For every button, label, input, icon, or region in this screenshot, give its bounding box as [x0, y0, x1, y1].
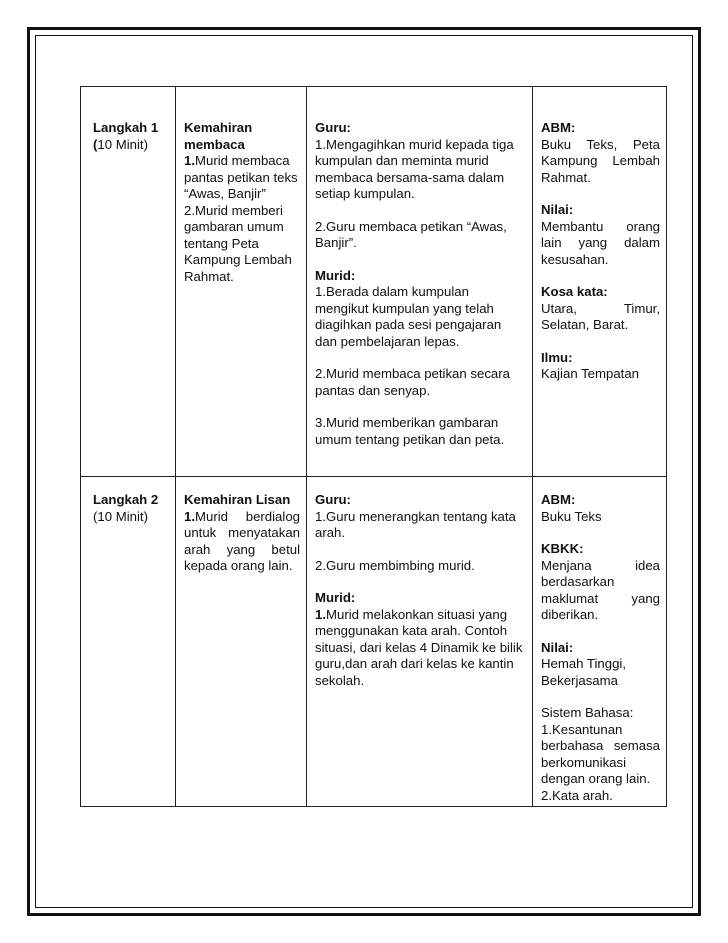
note-label: KBKK: [541, 541, 584, 556]
guru-item: 1.Guru menerangkan tentang kata arah. [315, 508, 516, 540]
note-text: Menjana idea berdasarkan maklumat yang diberikan. [541, 557, 660, 622]
murid-label: Murid: [315, 590, 356, 605]
note-label: ABM: [541, 120, 576, 135]
skill-item: 1.Murid berdialog untuk menyatakan arah yang betul kepada orang lain. [184, 508, 300, 573]
guru-item: 2.Guru membaca petikan “Awas, Banjir”. [315, 218, 507, 250]
activity-cell [307, 477, 533, 807]
note-label: Ilmu: [541, 349, 573, 365]
murid-item: 1.Berada dalam kumpulan mengikut kumpulan yang telah diagihkan pada sesi pengajaran dan pembelajaran lepas. [315, 284, 502, 349]
step-label: Langkah 2 [93, 492, 159, 507]
table-row [81, 477, 667, 807]
notes-cell [533, 87, 667, 477]
lesson-plan-table [80, 86, 667, 807]
table-row [81, 87, 667, 477]
step-cell [81, 87, 176, 477]
note-label: Kosa kata: [541, 284, 608, 299]
guru-item: 1.Mengagihkan murid kepada tiga kumpulan dan meminta murid membaca bersama-sama dalam setiap kumpulan. [315, 136, 514, 201]
skill-item: 1.Murid membaca pantas petikan teks “Awas, Banjir” [184, 153, 298, 201]
guru-item: 2.Guru membimbing murid. [315, 557, 475, 573]
sistem-bahasa-item: 2.Kata arah. [541, 787, 613, 803]
murid-item: 3.Murid memberikan gambaran umum tentang petikan dan peta. [315, 415, 505, 447]
note-text: Membantu orang lain yang dalam kesusahan. [541, 218, 660, 267]
note-label: Nilai: [541, 202, 574, 217]
note-text: Buku Teks, Peta Kampung Lembah Rahmat. [541, 136, 660, 185]
step-duration: (10 Minit) [93, 136, 148, 152]
note-text: Buku Teks [541, 508, 602, 524]
note-text: Hemah Tinggi, Bekerjasama [541, 656, 627, 688]
notes-cell [533, 477, 667, 807]
murid-item: 1.Murid melakonkan situasi yang menggunakan kata arah. Contoh situasi, dari kelas 4 Dinamik ke bilik guru,dan arah dari kelas ke kantin sekolah. [315, 606, 523, 688]
note-text: Utara, Timur, Selatan, Barat. [541, 300, 660, 332]
note-label: ABM: [541, 492, 576, 507]
skill-title: Kemahiran membaca [184, 120, 253, 152]
step-cell [81, 477, 176, 807]
skill-cell [176, 87, 307, 477]
step-label: Langkah 1 [93, 120, 159, 135]
murid-label: Murid: [315, 267, 356, 283]
guru-label: Guru: [315, 120, 351, 135]
note-label: Nilai: [541, 639, 574, 655]
guru-label: Guru: [315, 492, 351, 507]
activity-cell [307, 87, 533, 477]
step-duration: (10 Minit) [93, 508, 148, 524]
sistem-bahasa-title: Sistem Bahasa: [541, 705, 634, 720]
sistem-bahasa-item: 1.Kesantunan berbahasa semasa berkomunikasi dengan orang lain. [541, 721, 660, 786]
skill-cell [176, 477, 307, 807]
skill-item: 2.Murid memberi gambaran umum tentang Peta Kampung Lembah Rahmat. [184, 202, 292, 284]
skill-title: Kemahiran Lisan [184, 492, 291, 507]
murid-item: 2.Murid membaca petikan secara pantas dan senyap. [315, 366, 510, 398]
note-text: Kajian Tempatan [541, 366, 639, 381]
